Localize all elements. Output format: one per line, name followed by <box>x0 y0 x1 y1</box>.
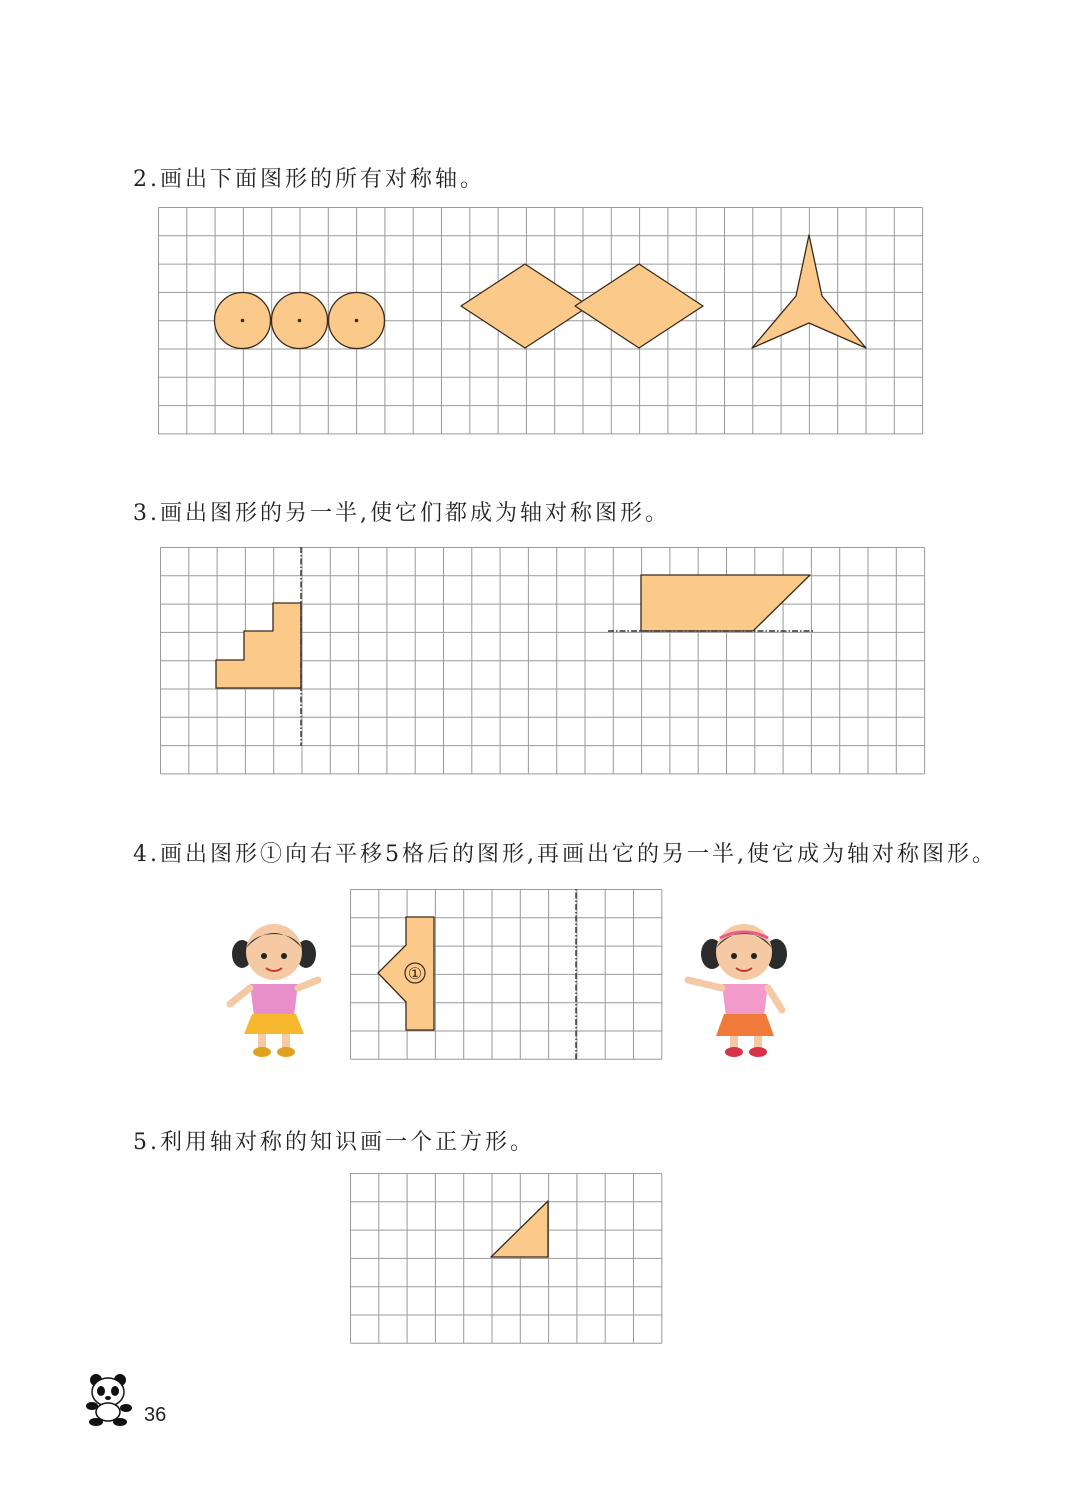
staircase-half-shape <box>216 603 301 688</box>
question-3 <box>133 496 670 527</box>
grid-question-2[interactable] <box>158 207 924 436</box>
question-2 <box>133 162 485 193</box>
circle-center-dot <box>355 319 359 323</box>
question-4 <box>133 837 997 868</box>
question-number: 4. <box>133 842 160 867</box>
grid-question-5[interactable] <box>350 1173 663 1345</box>
question-text: 画出下面图形的所有对称轴。 <box>160 167 486 192</box>
circle-center-dot <box>241 319 245 323</box>
two-rhombuses <box>461 264 703 348</box>
figure-1-label <box>405 963 425 983</box>
right-triangle-shape <box>491 1201 548 1257</box>
question-number: 2. <box>133 167 160 192</box>
grid-question-3[interactable] <box>160 547 926 776</box>
rhombus-shape <box>461 264 589 348</box>
question-text: 画出图形①向右平移5格后的图形,再画出它的另一半,使它成为轴对称图形。 <box>160 842 997 867</box>
girl-illustration-left <box>224 918 324 1060</box>
page-number: 36 <box>144 1404 167 1426</box>
circle-center-dot <box>298 319 302 323</box>
figure-1-shape <box>378 917 434 1030</box>
rhombus-shape <box>575 264 703 348</box>
svg-text:①: ① <box>407 964 423 983</box>
panda-icon <box>84 1372 140 1428</box>
grid-question-4[interactable] <box>350 889 663 1061</box>
girl-illustration-right <box>682 918 794 1060</box>
question-5 <box>133 1125 535 1156</box>
question-number: 3. <box>133 501 160 526</box>
question-number: 5. <box>133 1130 160 1155</box>
trapezoid-half-shape <box>641 575 810 631</box>
question-text: 画出图形的另一半,使它们都成为轴对称图形。 <box>160 501 670 526</box>
question-text: 利用轴对称的知识画一个正方形。 <box>160 1130 536 1155</box>
three-circles <box>215 293 385 349</box>
